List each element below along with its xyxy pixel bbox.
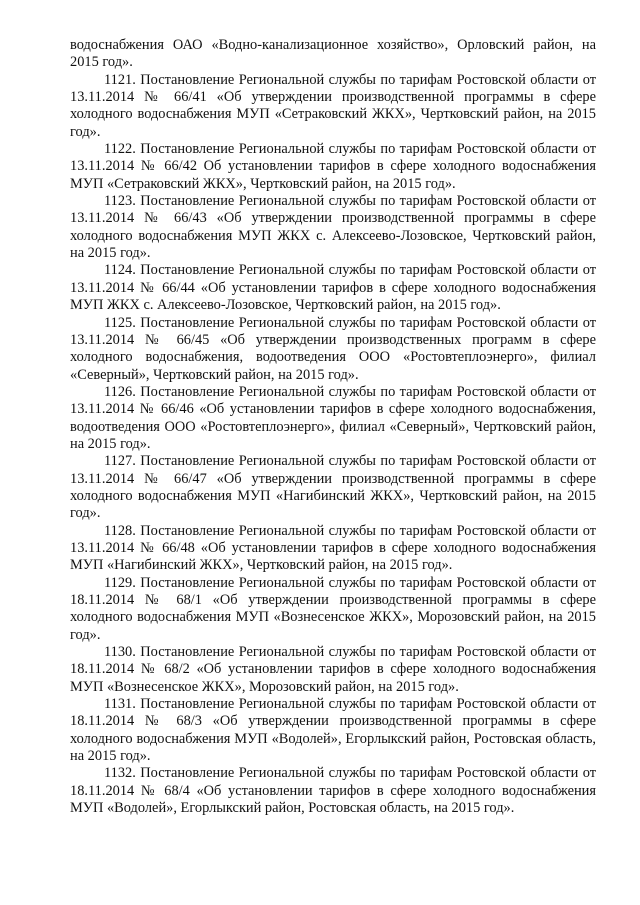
paragraph-1125: 1125. Постановление Региональной службы по тарифам Ростовской области от 13.11.2014 № 66/45 «Об утверждении производственных программ в сфере холодного водоснабжения, водоотведения ООО «Ростовтеплоэнерго», филиал «Северный», Чертковский район, на 2015 год». [70,314,596,383]
paragraph-1124: 1124. Постановление Региональной службы по тарифам Ростовской области от 13.11.2014 № 66/44 «Об установлении тарифов в сфере холодного водоснабжения МУП ЖКХ с. Алексеево-Лозовское, Чертковский район, на 2015 год». [70,262,596,314]
paragraph-1130: 1130. Постановление Региональной службы по тарифам Ростовской области от 18.11.2014 № 68/2 «Об установлении тарифов в сфере холодного водоснабжения МУП «Вознесенское ЖКХ», Морозовский район, на 2015 год». [70,644,596,695]
paragraph-1131: 1131. Постановление Региональной службы по тарифам Ростовской области от 18.11.2014 № 68/3 «Об утверждении производственной программы в сфере холодного водоснабжения МУП «Водолей», Егорлыкский район, Ростовская область, на 2015 год». [70,696,596,765]
paragraph-1121: 1121. Постановление Региональной службы по тарифам Ростовской области от 13.11.2014 № 66/41 «Об утверждении производственной программы в сфере холодного водоснабжения МУП «Сетраковский ЖКХ», Чертковский район, на 2015 год». [70,71,596,140]
paragraph-1123: 1123. Постановление Региональной службы по тарифам Ростовской области от 13.11.2014 № 66/43 «Об утверждении производственной программы в сфере холодного водоснабжения МУП ЖКХ с. Алексеево-Лозовское, Чертковский район, на 2015 год». [70,193,596,262]
paragraph-1126: 1126. Постановление Региональной службы по тарифам Ростовской области от 13.11.2014 № 66/46 «Об установлении тарифов в сфере холодного водоснабжения, водоотведения ООО «Ростовтеплоэнерго», филиал «Северный», Чертковский район, на 2015 год». [70,383,596,452]
paragraph-1122: 1122. Постановление Региональной службы по тарифам Ростовской области от 13.11.2014 № 66/42 Об установлении тарифов в сфере холодного водоснабжения МУП «Сетраковский ЖКХ», Чертковский район, на 2015 год». [70,141,596,192]
paragraph-1128: 1128. Постановление Региональной службы по тарифам Ростовской области от 13.11.2014 № 66/48 «Об установлении тарифов в сфере холодного водоснабжения МУП «Нагибинский ЖКХ», Чертковский район, на 2015 год». [70,522,596,574]
paragraph-1127: 1127. Постановление Региональной службы по тарифам Ростовской области от 13.11.2014 № 66/47 «Об утверждении производственной программы в сфере холодного водоснабжения МУП «Нагибинский ЖКХ», Чертковский район, на 2015 год». [70,453,596,522]
paragraph-continuation: водоснабжения ОАО «Водно-канализационное хозяйство», Орловский район, на 2015 год». [70,37,596,71]
paragraph-1132: 1132. Постановление Региональной службы по тарифам Ростовской области от 18.11.2014 № 68/4 «Об установлении тарифов в сфере холодного водоснабжения МУП «Водолей», Егорлыкский район, Ростовская область, на 2015 год». [70,765,596,817]
paragraph-1129: 1129. Постановление Региональной службы по тарифам Ростовской области от 18.11.2014 № 68/1 «Об утверждении производственной программы в сфере холодного водоснабжения МУП «Вознесенское ЖКХ», Морозовский район, на 2015 год». [70,574,596,643]
document-page [70,37,596,817]
